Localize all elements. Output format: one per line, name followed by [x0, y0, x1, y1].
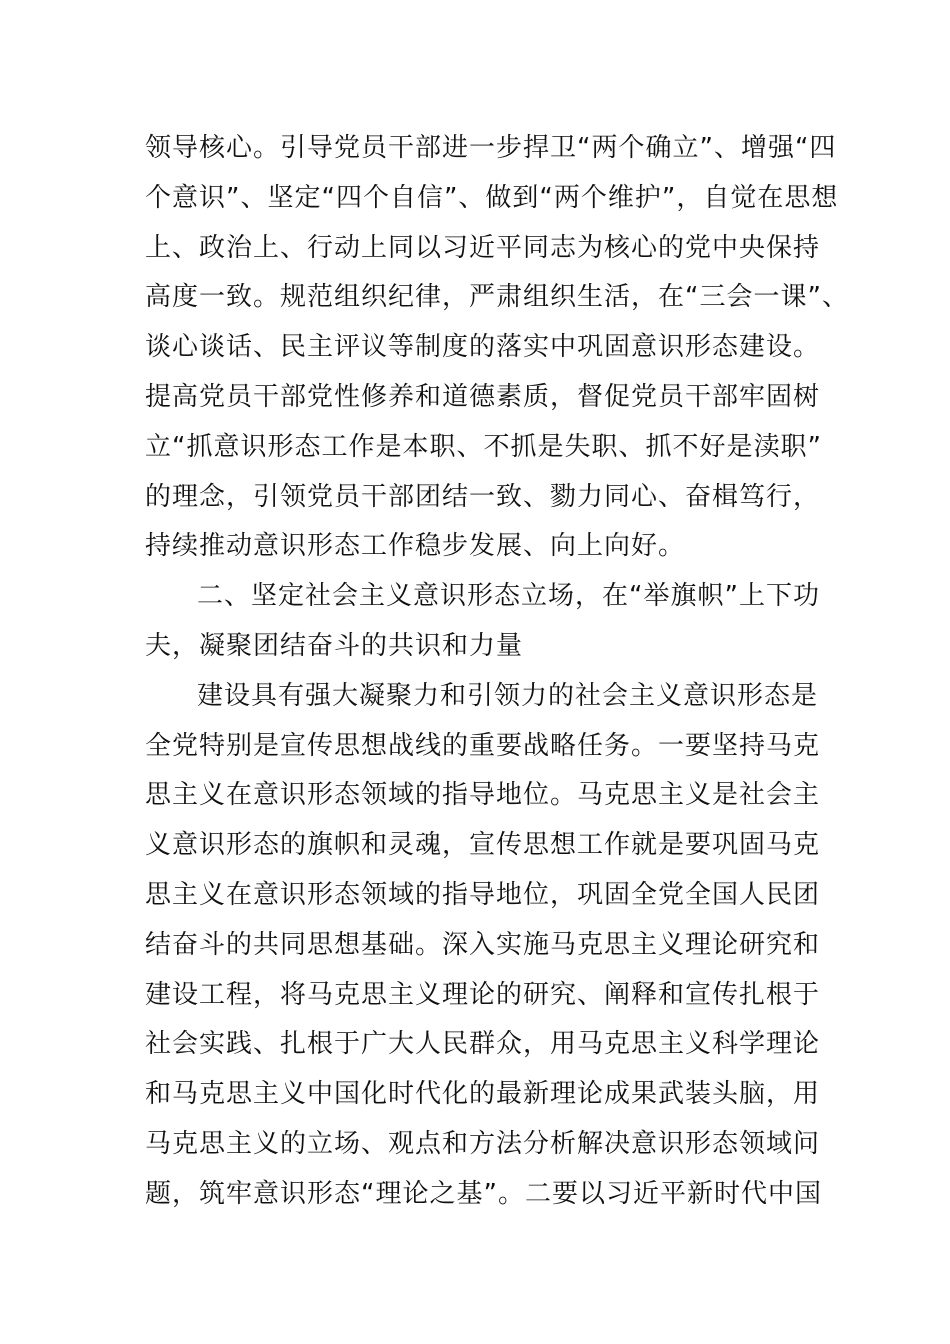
text-line: 领导核心。引导党员干部进一步捍卫“两个确立”、增强“四 — [145, 133, 837, 163]
text-line: 个意识”、坚定“四个自信”、做到“两个维护”，自觉在思想 — [145, 182, 839, 213]
text-line: 上、政治上、行动上同以习近平同志为核心的党中央保持 — [145, 232, 821, 263]
text-line: 社会实践、扎根于广大人民群众，用马克思主义科学理论 — [145, 1029, 821, 1060]
text-line: 义意识形态的旗帜和灵魂，宣传思想工作就是要巩固马克 — [145, 830, 821, 861]
text-line: 高度一致。规范组织纪律，严肃组织生活，在“三会一课”、 — [145, 282, 849, 313]
text-line: 谈心谈话、民主评议等制度的落实中巩固意识形态建设。 — [145, 332, 821, 363]
text-line: 的理念，引领党员干部团结一致、勠力同心、奋楫笃行， — [145, 481, 821, 512]
text-line: 题，筑牢意识形态“理论之基”。二要以习近平新时代中国 — [145, 1178, 822, 1209]
text-line: 建设工程，将马克思主义理论的研究、阐释和宣传扎根于 — [145, 979, 821, 1010]
text-line: 思主义在意识形态领域的指导地位。马克思主义是社会主 — [145, 780, 821, 811]
paragraph-start: 建设具有强大凝聚力和引领力的社会主义意识形态是 — [197, 680, 819, 711]
text-line: 结奋斗的共同思想基础。深入实施马克思主义理论研究和 — [145, 929, 821, 960]
text-line: 提高党员干部党性修养和道德素质，督促党员干部牢固树 — [145, 381, 821, 412]
section-heading-continued: 夫，凝聚团结奋斗的共识和力量 — [145, 630, 524, 661]
body-text — [145, 124, 849, 1220]
text-line: 和马克思主义中国化时代化的最新理论成果武装头脑，用 — [145, 1079, 821, 1110]
text-line: 立“抓意识形态工作是本职、不抓是失职、抓不好是渎职” — [145, 431, 822, 462]
text-line: 思主义在意识形态领域的指导地位，巩固全党全国人民团 — [145, 879, 821, 910]
section-heading: 二、坚定社会主义意识形态立场，在“举旗帜”上下功 — [197, 581, 820, 612]
text-line: 持续推动意识形态工作稳步发展、向上向好。 — [145, 531, 686, 562]
text-line: 全党特别是宣传思想战线的重要战略任务。一要坚持马克 — [145, 730, 821, 761]
text-line: 马克思主义的立场、观点和方法分析解决意识形态领域问 — [145, 1128, 821, 1159]
